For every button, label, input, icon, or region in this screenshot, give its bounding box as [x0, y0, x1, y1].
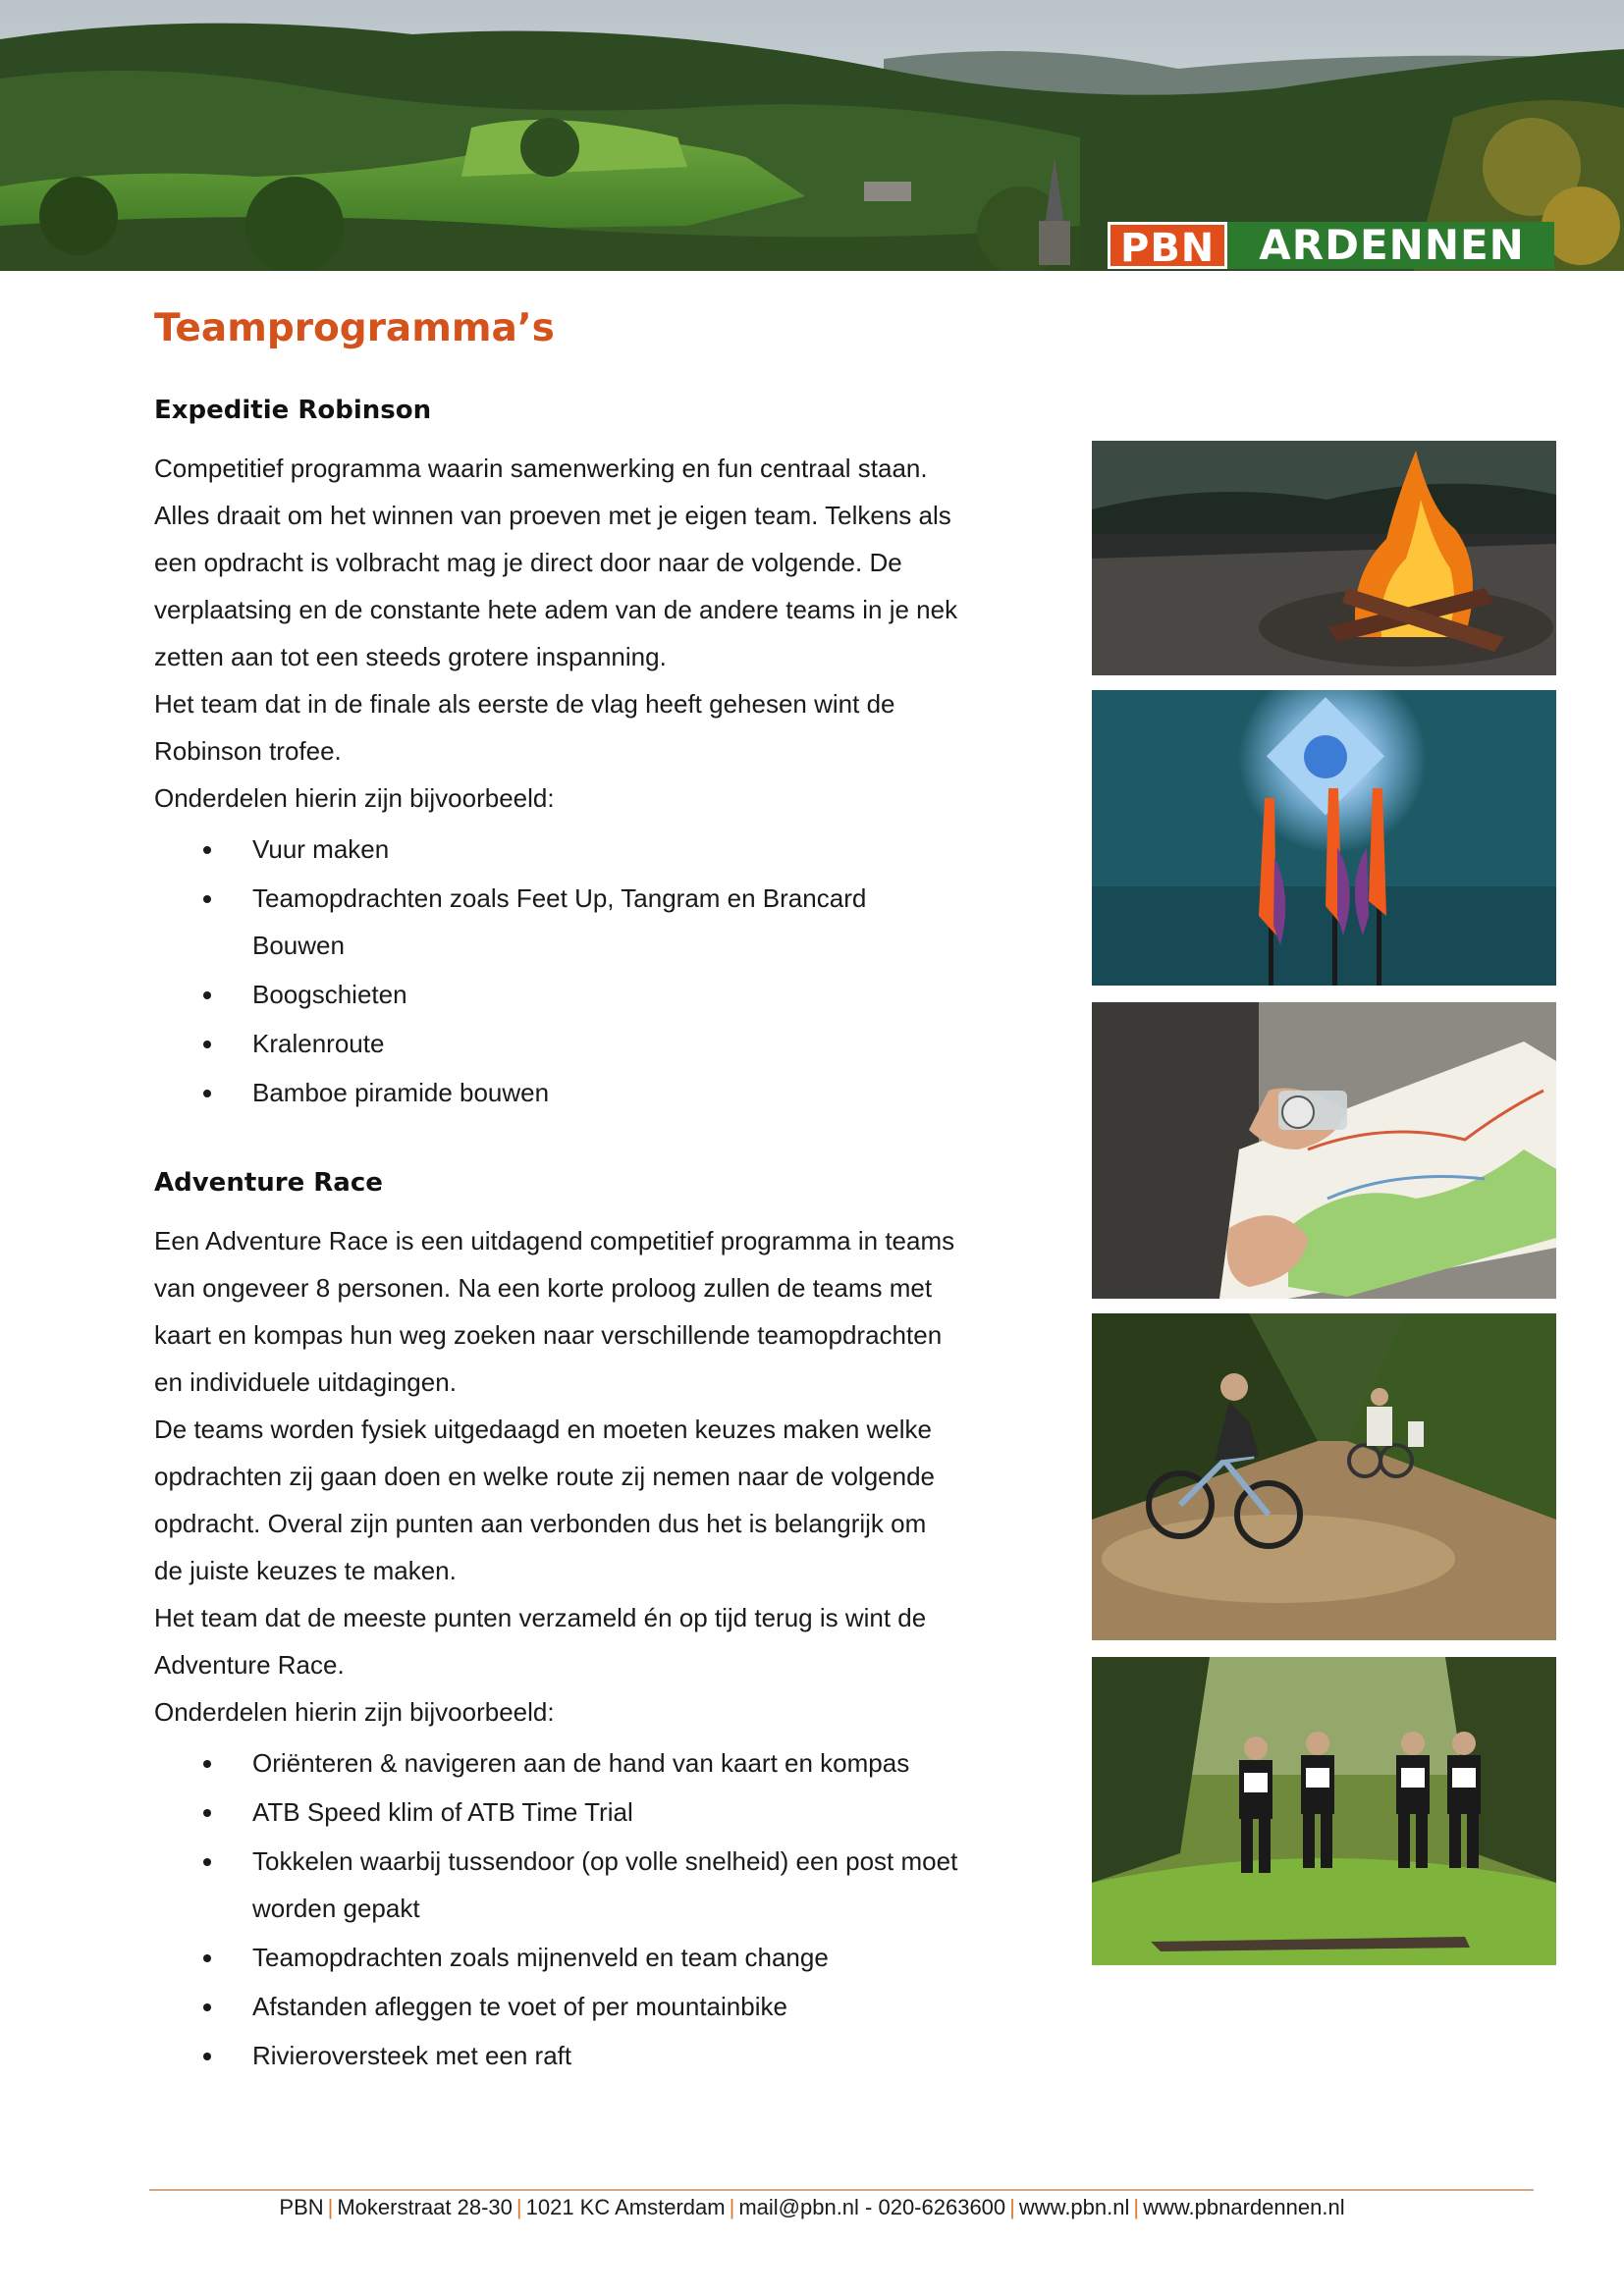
list-item-text: Bamboe piramide bouwen — [252, 1078, 550, 1107]
paragraph-line: Robinson trofee. — [154, 736, 342, 766]
list-item-text: Kralenroute — [252, 1029, 385, 1058]
bullet-dot-icon — [203, 1954, 211, 1962]
footer — [0, 2193, 1624, 2222]
list-item-text-continued: Bouwen — [252, 931, 345, 960]
bullet-dot-icon — [203, 2053, 211, 2060]
paragraph-line: Het team dat de meeste punten verzameld én op tijd terug is wint de — [154, 1603, 927, 1632]
list-item — [154, 1838, 1038, 1932]
footer-divider — [149, 2189, 1534, 2191]
runners-photo — [1092, 1657, 1556, 1965]
list-item — [154, 1069, 1038, 1116]
footer-company: PBN — [279, 2195, 324, 2219]
section-heading: Expeditie Robinson — [154, 396, 432, 425]
list-item-text: ATB Speed klim of ATB Time Trial — [252, 1797, 633, 1827]
paragraph-line: Een Adventure Race is een uitdagend competitief programma in teams — [154, 1226, 955, 1255]
bullet-dot-icon — [203, 1041, 211, 1048]
list-item — [154, 1934, 1038, 1981]
list-item — [154, 1789, 1038, 1836]
paragraph-line: Competitief programma waarin samenwerking en fun centraal staan. — [154, 454, 928, 483]
list-item-text: Vuur maken — [252, 834, 390, 864]
map-compass-photo — [1092, 1002, 1556, 1299]
archery-photo — [1092, 690, 1556, 986]
list-item — [154, 971, 1038, 1018]
bullet-dot-icon — [203, 1858, 211, 1866]
footer-city: 1021 KC Amsterdam — [525, 2195, 726, 2219]
paragraph-line: Adventure Race. — [154, 1650, 345, 1680]
list-item-text: Rivieroversteek met een raft — [252, 2041, 572, 2070]
bullet-dot-icon — [203, 895, 211, 903]
bullet-list — [154, 826, 1038, 1116]
footer-address: Mokerstraat 28-30 — [337, 2195, 513, 2219]
header-banner — [0, 0, 1624, 271]
footer-site-pbn[interactable]: www.pbn.nl — [1018, 2195, 1130, 2219]
campfire-photo — [1092, 441, 1556, 675]
list-item-text: Teamopdrachten zoals mijnenveld en team change — [252, 1943, 829, 1972]
bullet-dot-icon — [203, 1760, 211, 1768]
paragraph-line: en individuele uitdagingen. — [154, 1367, 457, 1397]
section-heading: Adventure Race — [154, 1168, 383, 1198]
footer-separator: | — [515, 2195, 522, 2219]
paragraph-line: opdracht. Overal zijn punten aan verbonden dus het is belangrijk om — [154, 1509, 927, 1538]
bullet-dot-icon — [203, 1809, 211, 1817]
bullet-list — [154, 1739, 1038, 2079]
paragraph-line: Onderdelen hierin zijn bijvoorbeeld: — [154, 1697, 555, 1727]
list-item — [154, 826, 1038, 873]
paragraph-line: de juiste keuzes te maken. — [154, 1556, 457, 1585]
section-expeditie-robinson — [154, 396, 1038, 1118]
list-item — [154, 2032, 1038, 2079]
page-title: Teamprogramma’s — [154, 306, 555, 350]
list-item-text-continued: worden gepakt — [252, 1894, 420, 1923]
logo-pbn: PBN — [1108, 222, 1227, 269]
list-item-text: Boogschieten — [252, 980, 407, 1009]
paragraph-line: De teams worden fysiek uitgedaagd en moeten keuzes maken welke — [154, 1415, 932, 1444]
brand-logo — [1108, 222, 1554, 269]
paragraph-line: een opdracht is volbracht mag je direct door naar de volgende. De — [154, 548, 902, 577]
paragraph-line: Onderdelen hierin zijn bijvoorbeeld: — [154, 783, 555, 813]
list-item — [154, 875, 1038, 969]
bullet-dot-icon — [203, 1090, 211, 1097]
list-item-text: Afstanden afleggen te voet of per mountainbike — [252, 1992, 787, 2021]
mountainbike-photo — [1092, 1313, 1556, 1640]
list-item-text: Tokkelen waarbij tussendoor (op volle snelheid) een post moet — [252, 1846, 958, 1876]
footer-separator: | — [1133, 2195, 1140, 2219]
list-item — [154, 1739, 1038, 1787]
list-item-text: Oriënteren & navigeren aan de hand van kaart en kompas — [252, 1748, 910, 1778]
bullet-dot-icon — [203, 846, 211, 854]
paragraph-line: Alles draait om het winnen van proeven met je eigen team. Telkens als — [154, 501, 951, 530]
logo-ardennen: ARDENNEN — [1227, 222, 1554, 269]
footer-separator: | — [1009, 2195, 1015, 2219]
list-item — [154, 1983, 1038, 2030]
bullet-dot-icon — [203, 991, 211, 999]
paragraph-line: Het team dat in de finale als eerste de vlag heeft gehesen wint de — [154, 689, 895, 719]
bullet-dot-icon — [203, 2003, 211, 2011]
paragraph-line: verplaatsing en de constante hete adem van de andere teams in je nek — [154, 595, 958, 624]
footer-separator: | — [327, 2195, 334, 2219]
paragraph-line: opdrachten zij gaan doen en welke route zij nemen naar de volgende — [154, 1462, 935, 1491]
paragraph-line: zetten aan tot een steeds grotere inspanning. — [154, 642, 667, 671]
list-item-text: Teamopdrachten zoals Feet Up, Tangram en Brancard — [252, 883, 867, 913]
footer-separator: | — [729, 2195, 735, 2219]
footer-contact[interactable]: mail@pbn.nl - 020-6263600 — [738, 2195, 1006, 2219]
footer-site-pbnardennen[interactable]: www.pbnardennen.nl — [1143, 2195, 1345, 2219]
paragraph-line: van ongeveer 8 personen. Na een korte proloog zullen de teams met — [154, 1273, 933, 1303]
list-item — [154, 1020, 1038, 1067]
paragraph-line: kaart en kompas hun weg zoeken naar verschillende teamopdrachten — [154, 1320, 943, 1350]
section-adventure-race — [154, 1168, 1038, 2081]
